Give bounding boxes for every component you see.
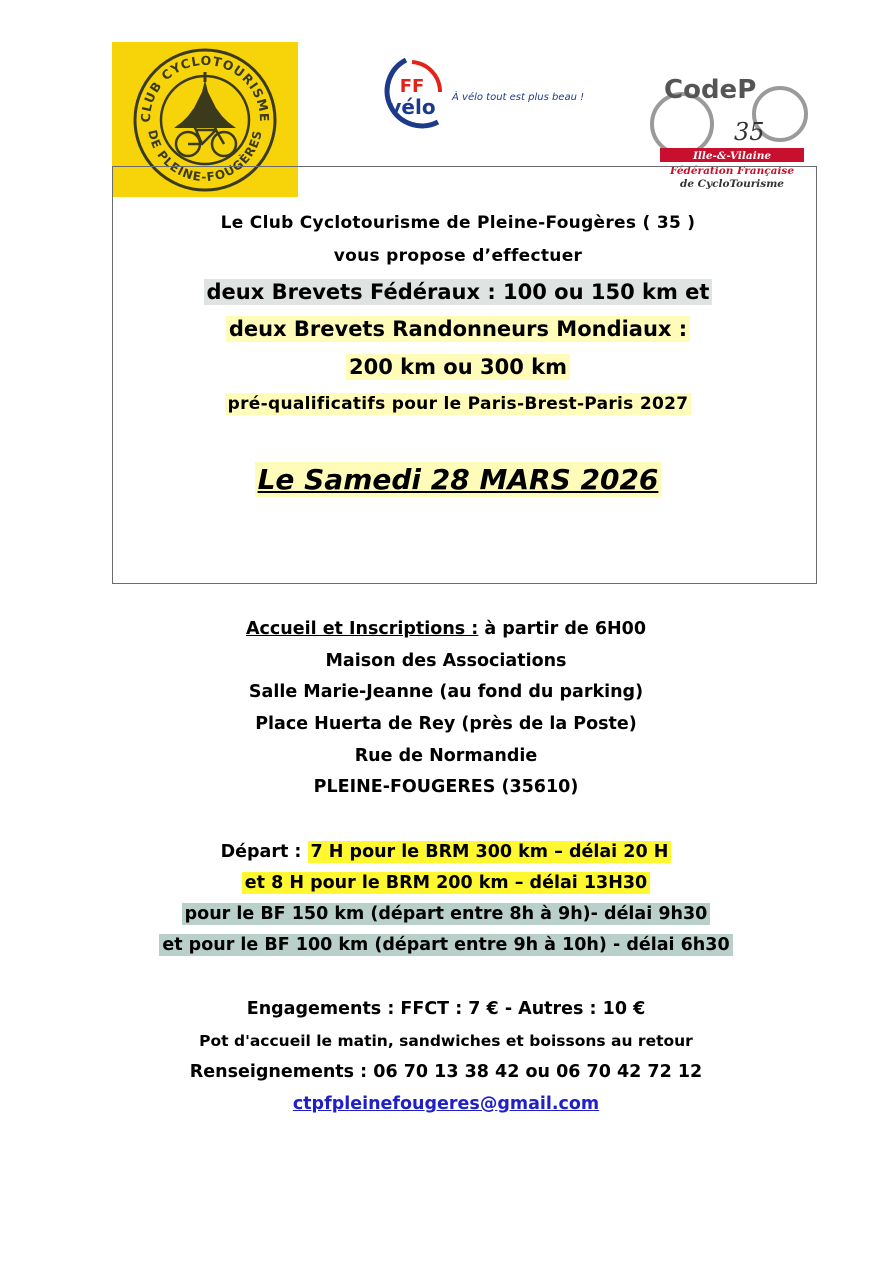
food-line: Pot d'accueil le matin, sandwiches et boissons au retour — [199, 1032, 693, 1050]
departure-brm300 — [0, 842, 892, 862]
venue-time: à partir de 6H00 — [478, 619, 647, 639]
ffvelo-tagline: À vélo tout est plus beau ! — [452, 92, 585, 103]
departure-brm300-text: 7 H pour le BRM 300 km – délai 20 H — [308, 841, 672, 863]
intro-line-brm: deux Brevets Randonneurs Mondiaux : — [12, 317, 892, 341]
codep-federation-line1: Fédération Française — [669, 165, 795, 177]
ffvelo-logo — [372, 52, 612, 138]
email-link[interactable]: ctpfpleinefougeres@gmail.com — [292, 1094, 600, 1114]
departure-brm200: et 8 H pour le BRM 200 km – délai 13H30 — [0, 873, 892, 893]
venue-label: Accueil et Inscriptions : — [245, 619, 479, 639]
venue-line-2: Salle Marie-Jeanne (au fond du parking) — [248, 682, 644, 702]
venue-line-1: Maison des Associations — [325, 651, 567, 671]
departure-label: Départ : — [220, 842, 308, 862]
intro-line-2: vous propose d’effectuer — [333, 246, 583, 266]
codep-name-text: CodeP — [664, 75, 757, 105]
intro-line-pbp: pré-qualificatifs pour le Paris-Brest-Paris 2027 — [12, 394, 892, 414]
event-date: Le Samedi 28 MARS 2026 — [12, 463, 892, 496]
venue-line-5: PLEINE-FOUGERES (35610) — [313, 777, 579, 797]
venue-heading — [0, 619, 892, 639]
departure-bf150: pour le BF 150 km (départ entre 8h à 9h)- délai 9h30 — [0, 904, 892, 924]
codep-region-text: Ille-&-Vilaine — [692, 150, 772, 162]
ffvelo-velo-text: vélo — [388, 95, 436, 119]
intro-line-distances: 200 km ou 300 km — [12, 355, 892, 379]
club-logo-text-bottom: DE PLEINE-FOUGÈRES — [145, 128, 265, 185]
fees-line: Engagements : FFCT : 7 € - Autres : 10 € — [246, 999, 646, 1019]
club-logo-text-top: CLUB CYCLOTOURISME — [137, 52, 273, 123]
intro-line-1: Le Club Cyclotourisme de Pleine-Fougères ( 35 ) — [220, 213, 696, 233]
ffvelo-ff-text: FF — [399, 76, 425, 97]
email-line — [0, 1094, 892, 1114]
codep-federation-line2: de CycloTourisme — [680, 178, 784, 190]
departure-bf100: et pour le BF 100 km (départ entre 9h à 10h) - délai 6h30 — [0, 935, 892, 955]
venue-line-3: Place Huerta de Rey (près de la Poste) — [255, 714, 637, 734]
contact-line: Renseignements : 06 70 13 38 42 ou 06 70 42 72 12 — [189, 1062, 703, 1082]
ffvelo-emblem — [372, 52, 612, 138]
codep-number-text: 35 — [734, 118, 765, 146]
venue-line-4: Rue de Normandie — [354, 746, 538, 766]
intro-line-brevets-federaux: deux Brevets Fédéraux : 100 ou 150 km et — [12, 280, 892, 304]
